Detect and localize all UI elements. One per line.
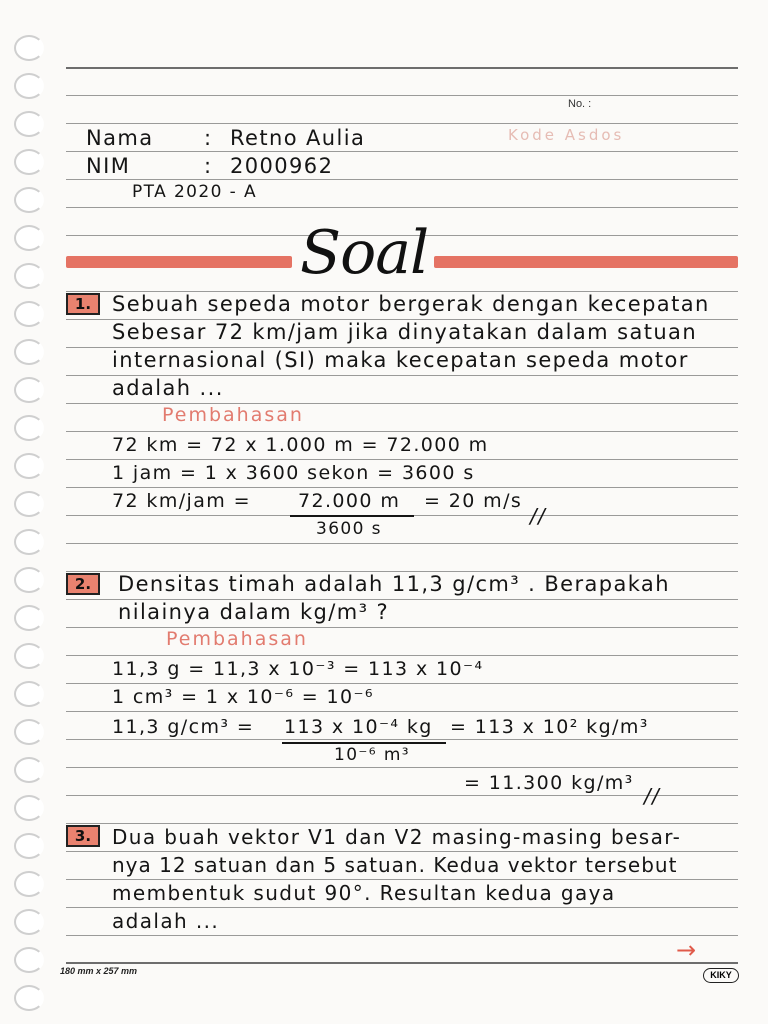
ring-hole [14,111,44,137]
solution-step: 1 cm³ = 1 x 10⁻⁶ = 10⁻⁶ [112,686,374,708]
problem-text-line: Sebuah sepeda motor bergerak dengan kecepatan [112,292,710,316]
nama-value: Retno Aulia [230,126,366,150]
ring-hole [14,909,44,935]
problem-number-badge: 1. [66,293,100,315]
solution-fraction-prefix: 11,3 g/cm³ = [112,716,255,738]
ruled-line [66,151,738,152]
problem-text-line: adalah ... [112,376,224,400]
ring-hole [14,681,44,707]
problem-text-line: membentuk sudut 90°. Resultan kedua gaya [112,881,616,905]
ring-hole [14,529,44,555]
ruled-line [66,207,738,208]
ruled-line [66,543,738,544]
ruled-line [66,487,738,488]
ring-hole [14,35,44,61]
ring-hole [14,225,44,251]
problem-text-line: Sebesar 72 km/jam jika dinyatakan dalam satuan [112,320,698,344]
solution-step: 11,3 g = 11,3 x 10⁻³ = 113 x 10⁻⁴ [112,658,484,680]
ring-hole [14,377,44,403]
ring-hole [14,985,44,1011]
fraction-numerator: 113 x 10⁻⁴ kg [284,716,433,738]
ring-hole [14,757,44,783]
nama-label: Nama [86,126,154,150]
problem-text-line: Densitas timah adalah 11,3 g/cm³ . Berapakah [118,572,670,596]
ring-hole [14,605,44,631]
problem-text-line: Dua buah vektor V1 dan V2 masing-masing besar- [112,825,682,849]
ruled-line [66,123,738,124]
solution-step: 1 jam = 1 x 3600 sekon = 3600 s [112,462,475,484]
class-label: PTA 2020 - A [132,182,257,202]
brand-logo: KIKY [703,968,739,983]
ruled-line [66,907,738,908]
fraction-numerator: 72.000 m [298,490,401,512]
ruled-line [66,431,738,432]
ring-hole [14,567,44,593]
solution-final: = 11.300 kg/m³ [464,772,634,794]
pembahasan-heading: Pembahasan [162,404,304,426]
solution-step: 72 km = 72 x 1.000 m = 72.000 m [112,434,489,456]
fraction-denominator: 3600 s [316,519,382,539]
highlight-band-right [434,256,738,268]
ring-hole [14,947,44,973]
ring-hole [14,415,44,441]
page-number-label: No. : [568,98,592,110]
nim-value: 2000962 [230,154,334,178]
ruled-line [66,767,738,768]
nama-colon: : [204,126,213,150]
ruled-line [66,795,738,796]
ring-hole [14,187,44,213]
ruled-line [66,179,738,180]
faint-stamp-text: Kode Asdos [508,126,625,144]
ruled-line [66,67,738,69]
ruled-line [66,879,738,880]
ring-hole [14,149,44,175]
ring-hole [14,795,44,821]
page-title: Soal [300,218,429,288]
problem-text-line: adalah ... [112,909,220,933]
final-answer-mark: // [644,784,661,808]
ruled-line [66,459,738,460]
final-answer-mark: // [530,504,547,528]
ring-hole [14,833,44,859]
pembahasan-heading: Pembahasan [166,628,308,650]
ring-hole [14,491,44,517]
nim-colon: : [204,154,213,178]
highlight-band-left [66,256,292,268]
problem-text-line: internasional (SI) maka kecepatan sepeda motor [112,348,689,372]
solution-result: = 113 x 10² kg/m³ [450,716,649,738]
binder-rings [0,0,50,1024]
ring-hole [14,453,44,479]
problem-text-line: nilainya dalam kg/m³ ? [118,600,390,624]
ruled-line [66,655,738,656]
solution-result: = 20 m/s [424,490,523,512]
ruled-line [66,711,738,712]
ring-hole [14,719,44,745]
ruled-line [66,935,738,936]
paper-size-label: 180 mm x 257 mm [60,966,138,976]
problem-number-badge: 3. [66,825,100,847]
problem-number-badge: 2. [66,573,100,595]
fraction-bar [282,742,446,744]
ruled-line [66,95,738,96]
ring-hole [14,339,44,365]
nim-label: NIM [86,154,131,178]
ring-hole [14,263,44,289]
ruled-line [66,739,738,740]
ring-hole [14,301,44,327]
ring-hole [14,73,44,99]
solution-fraction-prefix: 72 km/jam = [112,490,251,512]
ruled-line [66,823,738,824]
problem-text-line: nya 12 satuan dan 5 satuan. Kedua vektor tersebut [112,853,678,877]
fraction-bar [290,515,414,517]
ruled-line [66,851,738,852]
ruled-line [66,962,738,964]
fraction-denominator: 10⁻⁶ m³ [334,745,410,765]
ring-hole [14,643,44,669]
arrow-right-icon: → [676,936,697,964]
ruled-line [66,683,738,684]
ring-hole [14,871,44,897]
